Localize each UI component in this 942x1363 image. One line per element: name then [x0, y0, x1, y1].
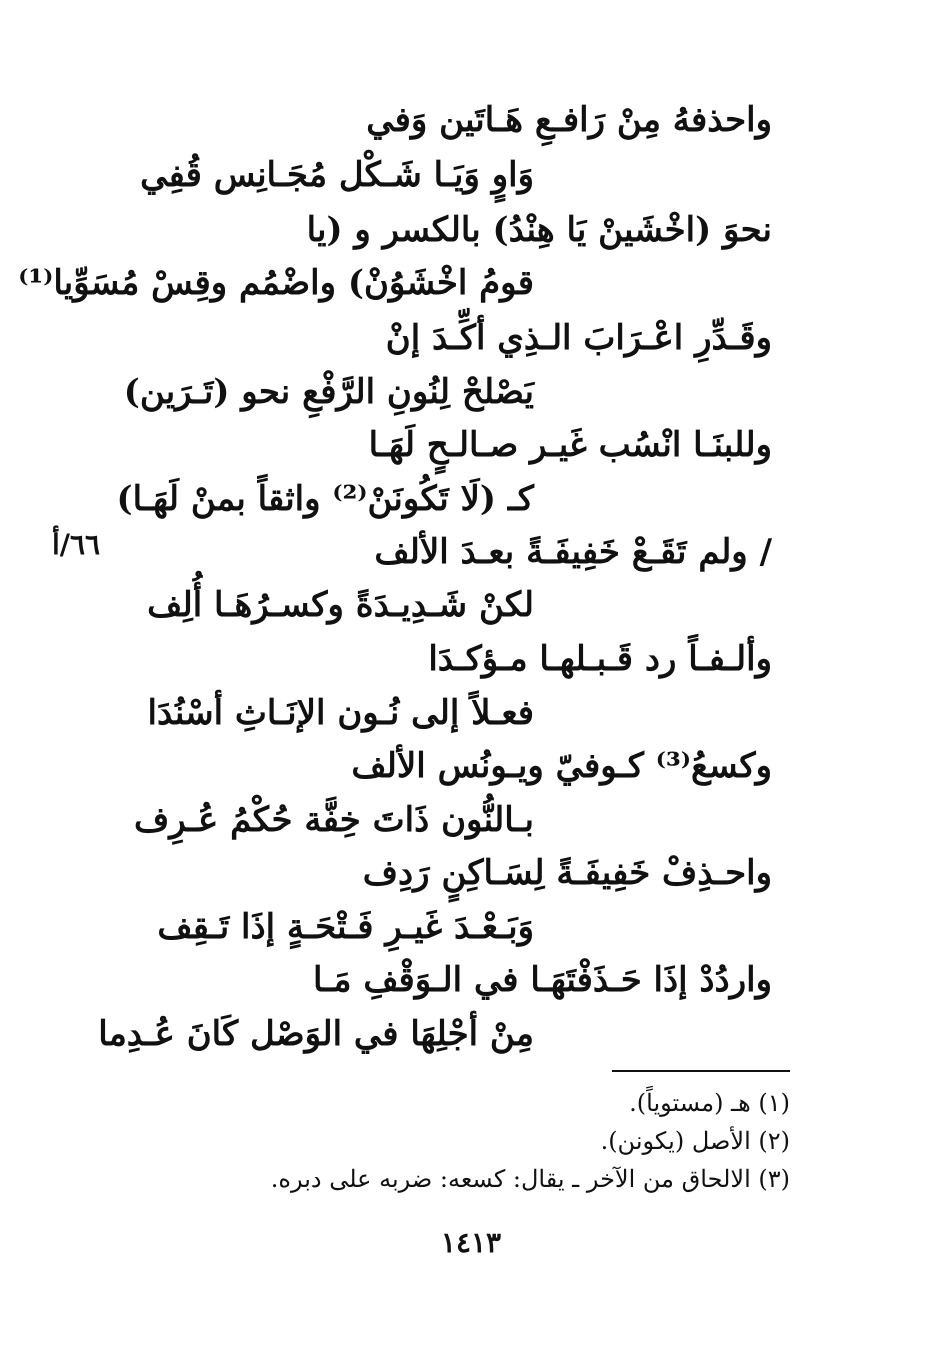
verse-line: نحوَ (اخْشَينْ يَا هِنْدُ) بالكسر و (يا — [306, 210, 772, 250]
verse-line: لكنْ شَـدِيـدَةً وكسـرُهَـا أُلِف — [147, 585, 534, 625]
footnote-divider — [612, 1070, 790, 1072]
verse-line: واحـذِفْ خَفِيفَـةً لِسَـاكِنٍ رَدِف — [362, 853, 772, 893]
verse-line: بـالنُّون ذَاتَ خِفَّة حُكْمُ عُـرِف — [134, 800, 534, 840]
footnote: (٢) الأصل (يكونن). — [600, 1127, 790, 1155]
folio-marginal-note: ٦٦/أ — [52, 528, 101, 561]
verse-line: واردُدْ إذَا حَـذَفْتَهَـا في الـوَقْفِ مَـا — [312, 960, 772, 1000]
verse-line: وكسعُ⁽³⁾ كـوفيّ ويـونُس الألف — [351, 746, 772, 786]
verse-line: يَصْلحْ لِنُونِ الرَّفْعِ نحو (تَـرَين) — [123, 372, 534, 412]
footnote: (٣) الالحاق من الآخر ـ يقال: كسعه: ضربه على دبره. — [270, 1165, 790, 1193]
verse-line: وَبَـعْـدَ غَيـرِ فَـتْحَـةٍ إذَا تَـقِف — [157, 907, 534, 947]
verse-line: فعـلاً إلى نُـون الإنَـاثِ أسْنُدَا — [147, 693, 534, 733]
footnote: (١) هـ (مستوياً). — [629, 1089, 790, 1117]
verse-line: وألـفـاً رد قَـبـلهـا مـؤكـدَا — [428, 639, 772, 679]
verse-line: وَاوٍ وَيَـا شَـكْل مُجَـانِس قُفِي — [140, 155, 534, 195]
verse-line: / ولم تَقَـعْ خَفِيفَـةً بعـدَ الألف — [374, 532, 772, 572]
verse-line: واحذفهُ مِنْ رَافـعِ هَـاتَين وَفي — [366, 100, 772, 140]
page-number: ١٤١٣ — [440, 1226, 502, 1259]
verse-line: مِنْ أجْلِهَا في الوَصْل كَانَ عُـدِما — [98, 1014, 534, 1054]
verse-line: وللبنَـا انْسُب غَيـر صـالـحٍ لَهَـا — [368, 425, 772, 465]
verse-line: قومُ اخْشَوُنْ) واضْمُم وقِسْ مُسَوِّيا⁽¹⁾ — [18, 263, 534, 303]
verse-line: كـ (لَا تَكُونَنْ⁽²⁾ واثقاً بمنْ لَهَـا) — [116, 479, 534, 519]
verse-line: وقَـدِّرِ اعْـرَابَ الـذِي أكِّـدَ إنْ — [385, 318, 772, 358]
